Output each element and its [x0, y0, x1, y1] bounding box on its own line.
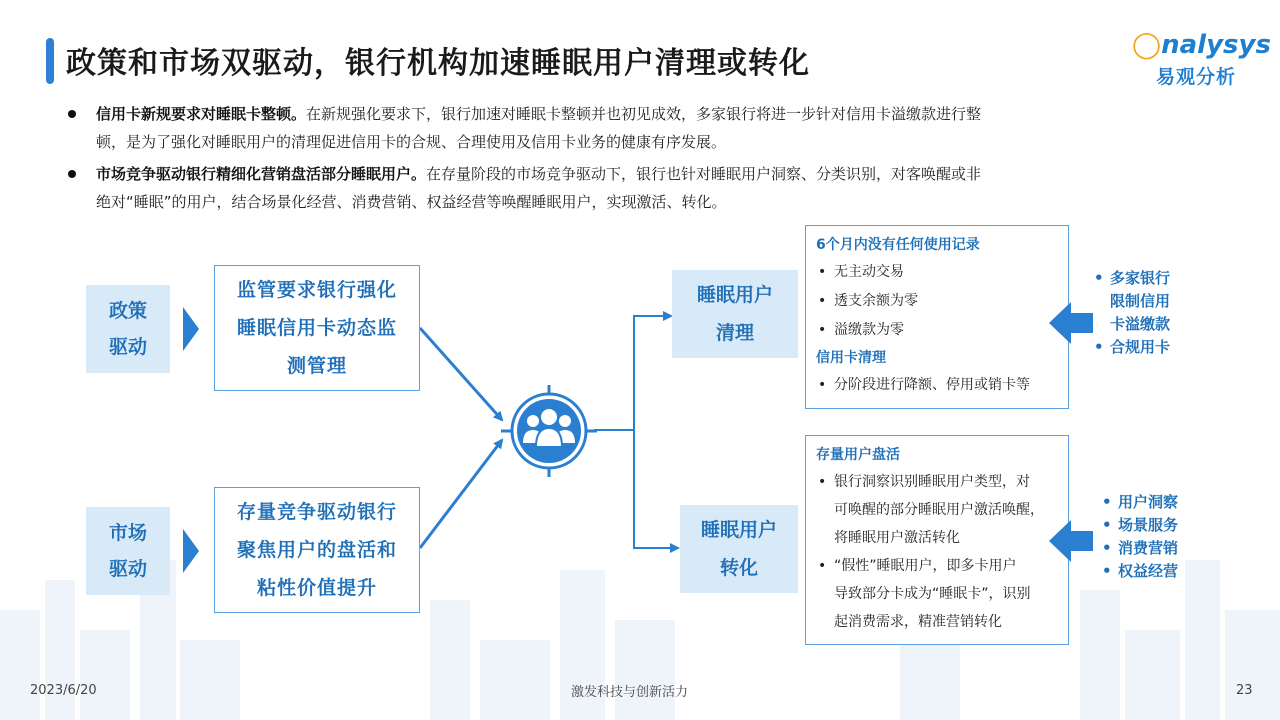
convert-label: 睡眠用户 — [700, 519, 777, 541]
cleanup-detail-box — [805, 225, 1069, 409]
detail-heading: 6个月内没有任何使用记录 — [816, 237, 980, 253]
policy-driver-box — [86, 285, 170, 373]
detail-item: • 分阶段进行降额、停用或销卡等 — [816, 371, 1058, 400]
detail-item: • 银行洞察识别睡眠用户类型，对 可唤醒的部分睡眠用户激活唤醒， 将睡眠用户激活转化 — [816, 468, 1058, 552]
measure-item: • 合规用卡 — [1092, 336, 1170, 359]
chevron-right-icon — [183, 307, 199, 351]
arrow-left-icon — [1049, 300, 1095, 346]
policy-requirement-box — [214, 265, 420, 391]
market-driver-label: 驱动 — [108, 558, 147, 580]
market-requirement-box — [214, 487, 420, 613]
bullet-text: 在新规强化要求下，银行加速对睡眠卡整顿并也初见成效，多家银行将进一步针对信用卡溢缴款进行整 — [306, 105, 982, 123]
page-number: 23 — [1236, 683, 1253, 698]
market-to-center-arrow — [420, 440, 502, 548]
policy-to-center-arrow — [420, 328, 502, 420]
market-box-line: 存量竞争驱动银行 — [236, 501, 397, 523]
center-to-convert-arrow — [634, 430, 678, 548]
market-box-line: 粘性价值提升 — [256, 577, 377, 599]
cleanup-label: 清理 — [715, 322, 754, 344]
footer-date: 2023/6/20 — [30, 683, 97, 698]
sleeping-user-cleanup-box — [672, 270, 798, 358]
detail-heading: 存量用户盘活 — [816, 447, 900, 463]
bullet-bold: 市场竞争驱动银行精细化营销盘活部分睡眠用户。 — [96, 165, 427, 183]
arrow-left-icon — [1049, 518, 1095, 564]
policy-driver-label: 政策 — [108, 300, 147, 322]
measure-item: • 消费营销 — [1100, 537, 1178, 560]
policy-box-line: 监管要求银行强化 — [236, 279, 397, 301]
policy-box-line: 睡眠信用卡动态监 — [236, 317, 397, 339]
users-group-icon — [499, 383, 599, 479]
detail-item: • 透支余额为零 — [816, 287, 1058, 316]
policy-driver-label: 驱动 — [108, 336, 147, 358]
measure-item: 卡溢缴款 — [1110, 315, 1171, 333]
market-driver-box — [86, 507, 170, 595]
sleeping-user-convert-box — [680, 505, 798, 593]
convert-label: 转化 — [719, 557, 758, 579]
page-title: 政策和市场双驱动，银行机构加速睡眠用户清理或转化 — [66, 46, 810, 81]
detail-item: • 无主动交易 — [816, 258, 1058, 287]
measure-item: • 多家银行 — [1092, 267, 1170, 290]
bullet-text: 绝对“睡眠”的用户，结合场景化经营、消费营销、权益经营等唤醒睡眠用户，实现激活、转化。 — [96, 193, 727, 211]
detail-heading: 信用卡清理 — [816, 350, 886, 366]
cleanup-measures-list — [1092, 267, 1170, 359]
detail-item: • “假性”睡眠用户，即多卡用户 导致部分卡成为“睡眠卡”，识别 起消费需求，精准营销转化 — [816, 552, 1058, 636]
cleanup-label: 睡眠用户 — [696, 284, 773, 306]
center-to-cleanup-arrow — [594, 316, 671, 430]
measure-item: • 场景服务 — [1100, 514, 1178, 537]
measure-item: • 权益经营 — [1100, 560, 1178, 583]
bullet-text: 在存量阶段的市场竞争驱动下，银行也针对睡眠用户洞察、分类识别，对客唤醒或非 — [426, 165, 982, 183]
policy-box-line: 测管理 — [286, 355, 347, 377]
footer-slogan: 激发科技与创新活力 — [571, 685, 689, 700]
logo-chinese-name: 易观分析 — [1156, 66, 1237, 88]
logo-wordmark: ◯nalysys — [1132, 30, 1271, 60]
market-driver-label: 市场 — [108, 522, 147, 544]
measure-item: 限制信用 — [1110, 292, 1171, 310]
bullet-text: 顿，是为了强化对睡眠用户的清理促进信用卡的合规、合理使用及信用卡业务的健康有序发展。 — [96, 133, 727, 151]
convert-detail-box — [805, 435, 1069, 645]
bullet-bold: 信用卡新规要求对睡眠卡整顿。 — [96, 105, 307, 123]
convert-measures-list — [1100, 491, 1178, 583]
detail-item: • 溢缴款为零 — [816, 316, 1058, 345]
measure-item: • 用户洞察 — [1100, 491, 1178, 514]
market-box-line: 聚焦用户的盘活和 — [236, 539, 397, 561]
chevron-right-icon — [183, 529, 199, 573]
